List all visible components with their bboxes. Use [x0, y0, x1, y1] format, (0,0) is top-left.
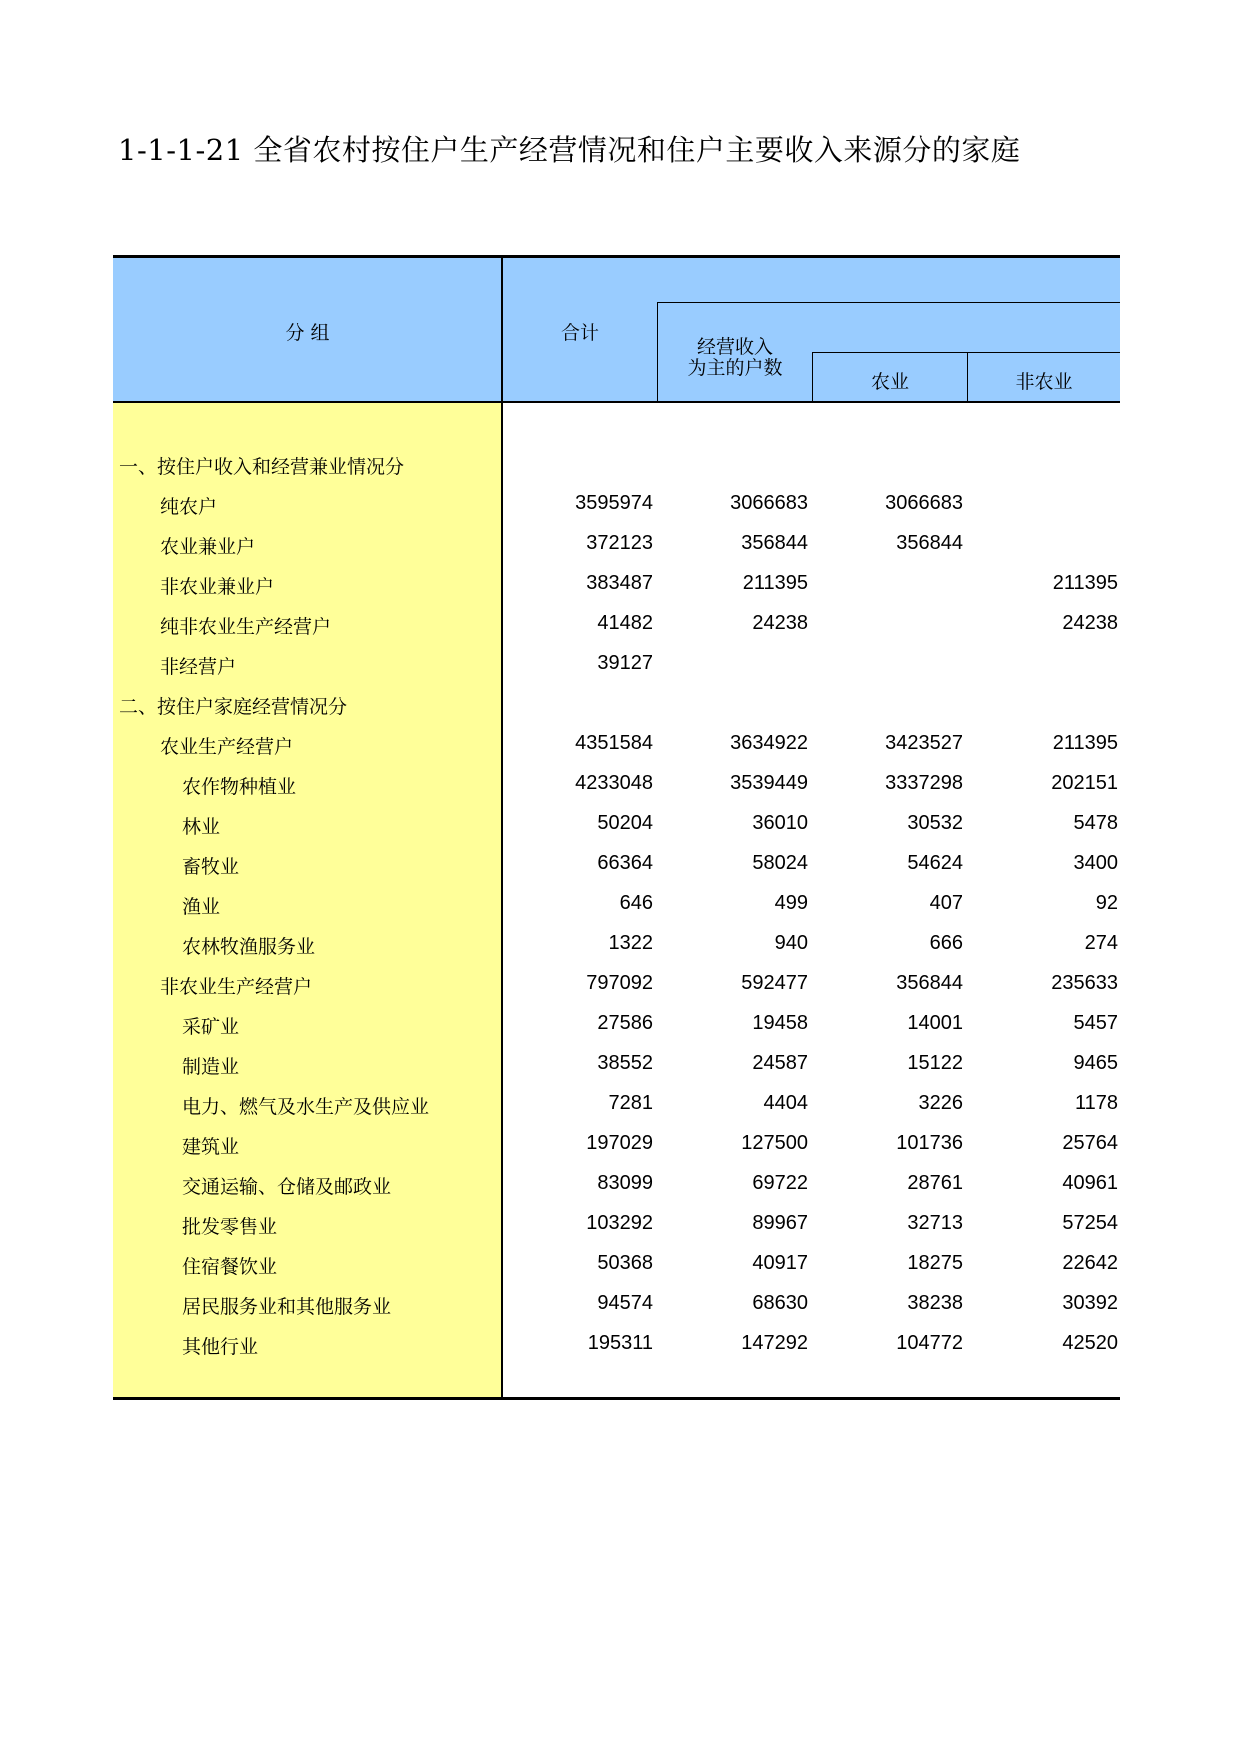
nonagri-cell: 22642 — [1062, 1252, 1118, 1274]
row-label: 建筑业 — [182, 1136, 240, 1158]
table-row — [113, 603, 1120, 643]
row-label: 纯农户 — [160, 496, 218, 518]
business-cell: 147292 — [741, 1332, 808, 1354]
business-cell: 211395 — [742, 572, 808, 594]
agri-cell: 3226 — [918, 1092, 963, 1114]
business-group-top-rule — [657, 302, 1120, 303]
business-cell: 58024 — [752, 852, 808, 874]
row-label: 住宿餐饮业 — [182, 1256, 278, 1278]
total-cell: 383487 — [586, 572, 653, 594]
table-row — [113, 763, 1120, 803]
nonagri-cell: 202151 — [1051, 772, 1118, 794]
total-cell: 103292 — [586, 1212, 653, 1234]
row-label: 非经营户 — [160, 656, 237, 678]
table-row — [113, 963, 1120, 1003]
nonagri-cell: 3400 — [1073, 852, 1118, 874]
row-label: 交通运输、仓储及邮政业 — [182, 1176, 392, 1198]
total-cell: 50368 — [597, 1252, 653, 1274]
business-cell: 24587 — [752, 1052, 808, 1074]
agri-cell: 28761 — [907, 1172, 963, 1194]
total-cell: 646 — [619, 892, 653, 914]
header-business-line2: 为主的户数 — [687, 357, 783, 379]
header-group: 分 组 — [285, 322, 330, 344]
header-nonagri: 非农业 — [1015, 371, 1073, 393]
business-cell: 68630 — [752, 1292, 808, 1314]
business-cell: 3539449 — [730, 772, 808, 794]
header-bottom-rule — [113, 401, 1120, 403]
sub-header-top-rule — [812, 352, 1120, 353]
agri-cell: 38238 — [907, 1292, 963, 1314]
nonagri-cell: 57254 — [1062, 1212, 1118, 1234]
bottom-rule — [113, 1397, 1120, 1400]
row-label: 采矿业 — [182, 1016, 240, 1038]
nonagri-cell: 24238 — [1062, 612, 1118, 634]
agri-cell: 356844 — [896, 532, 963, 554]
business-cell: 3066683 — [730, 492, 808, 514]
agri-cell: 15122 — [907, 1052, 963, 1074]
table-row — [113, 683, 1120, 723]
table-row — [113, 1083, 1120, 1123]
row-label: 纯非农业生产经营户 — [160, 616, 332, 638]
row-label: 居民服务业和其他服务业 — [182, 1296, 392, 1318]
total-cell: 4351584 — [575, 732, 653, 754]
top-rule — [113, 255, 1120, 258]
business-cell: 499 — [774, 892, 808, 914]
row-label: 农作物种植业 — [182, 776, 297, 798]
row-label: 林业 — [182, 816, 221, 838]
table-row — [113, 1203, 1120, 1243]
header-agri: 农业 — [870, 371, 909, 393]
nonagri-cell: 40961 — [1062, 1172, 1118, 1194]
row-label: 电力、燃气及水生产及供应业 — [182, 1096, 430, 1118]
row-label: 批发零售业 — [182, 1216, 278, 1238]
row-label: 一、按住户收入和经营兼业情况分 — [119, 456, 405, 478]
business-cell: 40917 — [752, 1252, 808, 1274]
total-cell: 195311 — [587, 1332, 653, 1354]
table-row — [113, 1123, 1120, 1163]
agri-cell: 666 — [929, 932, 963, 954]
agri-cell: 407 — [929, 892, 963, 914]
row-label: 制造业 — [182, 1056, 240, 1078]
total-cell: 66364 — [597, 852, 653, 874]
nonagri-cell: 5478 — [1073, 812, 1118, 834]
total-cell: 4233048 — [575, 772, 653, 794]
table-row — [113, 723, 1120, 763]
nonagri-cell: 211395 — [1052, 572, 1118, 594]
agri-cell: 18275 — [907, 1252, 963, 1274]
total-cell: 27586 — [597, 1012, 653, 1034]
table-row — [113, 803, 1120, 843]
total-cell: 1322 — [608, 932, 653, 954]
total-cell: 83099 — [597, 1172, 653, 1194]
agri-cell: 356844 — [896, 972, 963, 994]
table-row — [113, 923, 1120, 963]
total-cell: 50204 — [597, 812, 653, 834]
total-cell: 197029 — [586, 1132, 653, 1154]
table-row — [113, 483, 1120, 523]
agri-cell: 32713 — [907, 1212, 963, 1234]
nonagri-cell: 235633 — [1051, 972, 1118, 994]
row-label: 畜牧业 — [182, 856, 240, 878]
total-cell: 372123 — [586, 532, 653, 554]
table-row — [113, 1283, 1120, 1323]
row-label: 农业生产经营户 — [160, 736, 294, 758]
row-label: 非农业生产经营户 — [160, 976, 313, 998]
agri-cell: 3066683 — [885, 492, 963, 514]
table-row — [113, 1323, 1120, 1363]
nonagri-cell: 274 — [1084, 932, 1118, 954]
table-row — [113, 643, 1120, 683]
business-cell: 24238 — [752, 612, 808, 634]
page-title: 1-1-1-21 全省农村按住户生产经营情况和住户主要收入来源分的家庭 — [118, 133, 1021, 167]
table-row — [113, 843, 1120, 883]
header-business-line1: 经营收入 — [696, 336, 773, 358]
total-cell: 7281 — [608, 1092, 653, 1114]
table-row — [113, 1003, 1120, 1043]
row-label: 其他行业 — [182, 1336, 259, 1358]
business-cell: 127500 — [741, 1132, 808, 1154]
business-cell: 592477 — [741, 972, 808, 994]
table-row — [113, 443, 1120, 483]
nonagri-cell: 92 — [1095, 892, 1118, 914]
total-cell: 39127 — [597, 652, 653, 674]
total-cell: 94574 — [597, 1292, 653, 1314]
total-cell: 41482 — [597, 612, 653, 634]
agri-cell: 101736 — [896, 1132, 963, 1154]
business-cell: 19458 — [752, 1012, 808, 1034]
total-cell: 38552 — [597, 1052, 653, 1074]
total-cell: 797092 — [586, 972, 653, 994]
agri-cell: 14001 — [907, 1012, 963, 1034]
business-cell: 3634922 — [730, 732, 808, 754]
table-row — [113, 523, 1120, 563]
row-label: 非农业兼业户 — [160, 576, 275, 598]
table-row — [113, 883, 1120, 923]
agri-cell: 54624 — [907, 852, 963, 874]
business-cell: 940 — [774, 932, 808, 954]
agri-cell: 3337298 — [885, 772, 963, 794]
row-label: 二、按住户家庭经营情况分 — [119, 696, 348, 718]
nonagri-cell: 1178 — [1074, 1092, 1118, 1114]
table-row — [113, 1043, 1120, 1083]
agri-cell: 104772 — [896, 1332, 963, 1354]
business-cell: 89967 — [752, 1212, 808, 1234]
row-label: 农业兼业户 — [160, 536, 256, 558]
nonagri-cell: 25764 — [1062, 1132, 1118, 1154]
agri-cell: 3423527 — [885, 732, 963, 754]
table-row — [113, 563, 1120, 603]
table-row — [113, 1243, 1120, 1283]
business-cell: 69722 — [752, 1172, 808, 1194]
agri-cell: 30532 — [907, 812, 963, 834]
row-label: 渔业 — [182, 896, 221, 918]
nonagri-cell: 5457 — [1073, 1012, 1118, 1034]
nonagri-cell: 9465 — [1073, 1052, 1118, 1074]
business-cell: 36010 — [752, 812, 808, 834]
statistics-table — [113, 255, 1120, 1400]
row-label: 农林牧渔服务业 — [182, 936, 316, 958]
nonagri-cell: 30392 — [1062, 1292, 1118, 1314]
nonagri-cell: 42520 — [1062, 1332, 1118, 1354]
business-cell: 4404 — [763, 1092, 808, 1114]
header-total: 合计 — [560, 322, 599, 344]
total-cell: 3595974 — [575, 492, 653, 514]
nonagri-cell: 211395 — [1052, 732, 1118, 754]
business-cell: 356844 — [741, 532, 808, 554]
table-row — [113, 1163, 1120, 1203]
